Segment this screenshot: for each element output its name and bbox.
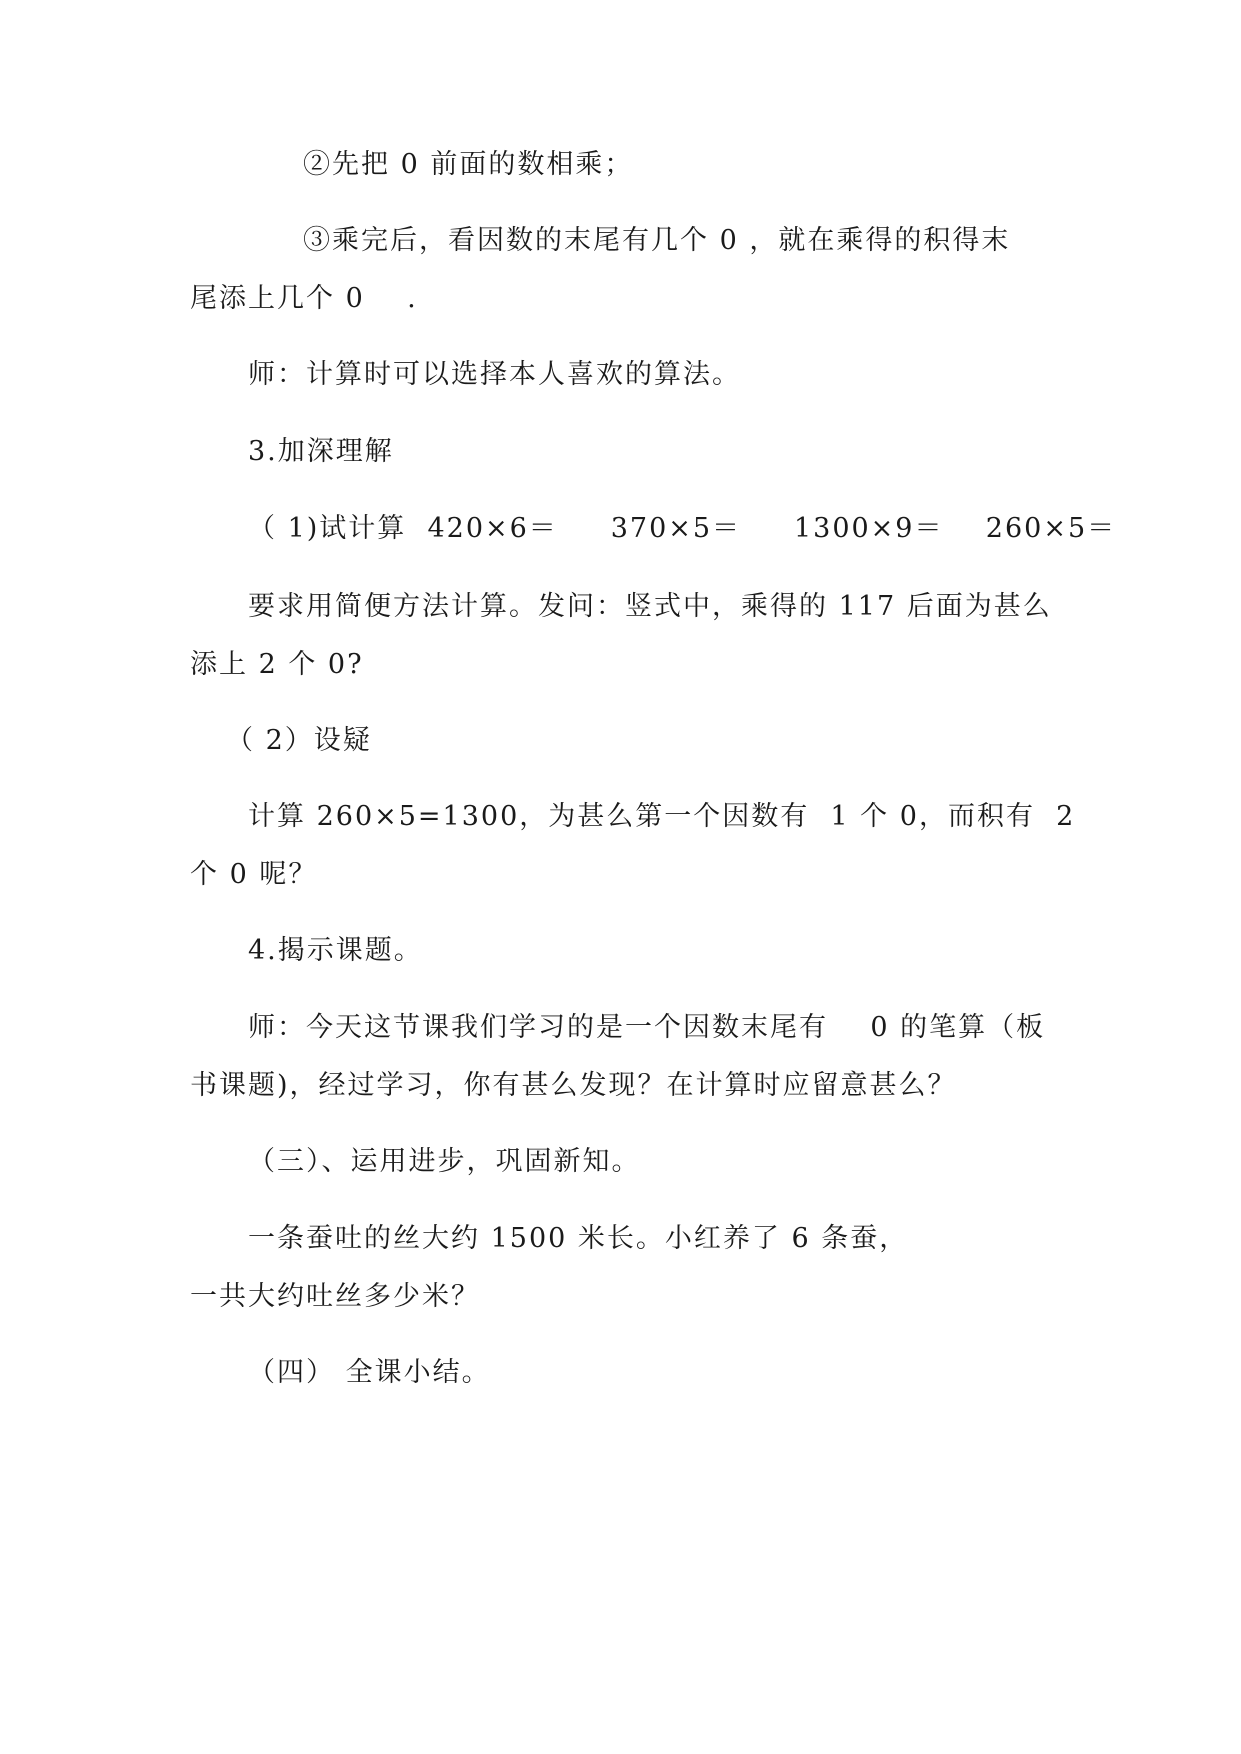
question-text-continued: 个 0 呢？ [190,859,318,890]
requirement-text-continued: 添上 2 个 0? [190,649,364,680]
section-heading-four: （四） 全课小结。 [248,1357,491,1388]
word-problem-continued: 一共大约吐丝多少米？ [190,1281,480,1312]
step-3-text: ③乘完后，看因数的末尾有几个 0 ，就在乘得的积得末 [303,225,1011,256]
section-heading-3: 3.加深理解 [248,436,394,467]
section-heading-4: 4.揭示课题。 [248,935,423,966]
section-heading-three: （三）、运用进步，巩固新知。 [248,1146,641,1177]
exercise-2-heading: （ 2）设疑 [226,725,372,756]
teacher-remark-2-continued: 书课题)，经过学习，你有甚么发现？在计算时应留意甚么？ [190,1070,957,1101]
word-problem: 一条蚕吐的丝大约 1500 米长。小红养了 6 条蚕， [248,1223,909,1254]
teacher-remark-1: 师：计算时可以选择本人喜欢的算法。 [248,359,741,390]
question-text: 计算 260×5=1300，为甚么第一个因数有 1 个 0，而积有 2 [248,801,1076,832]
exercise-1: （ 1)试计算 420×6＝ 370×5＝ 1300×9＝ 260×5＝ [248,513,1117,544]
teacher-remark-2: 师：今天这节课我们学习的是一个因数末尾有 0 的笔算（板 [248,1012,1046,1043]
requirement-text: 要求用简便方法计算。发问：竖式中，乘得的 117 后面为甚么 [248,591,1052,622]
step-3-text-continued: 尾添上几个 0 . [190,283,418,314]
step-2-text: ②先把 0 前面的数相乘； [303,149,634,180]
